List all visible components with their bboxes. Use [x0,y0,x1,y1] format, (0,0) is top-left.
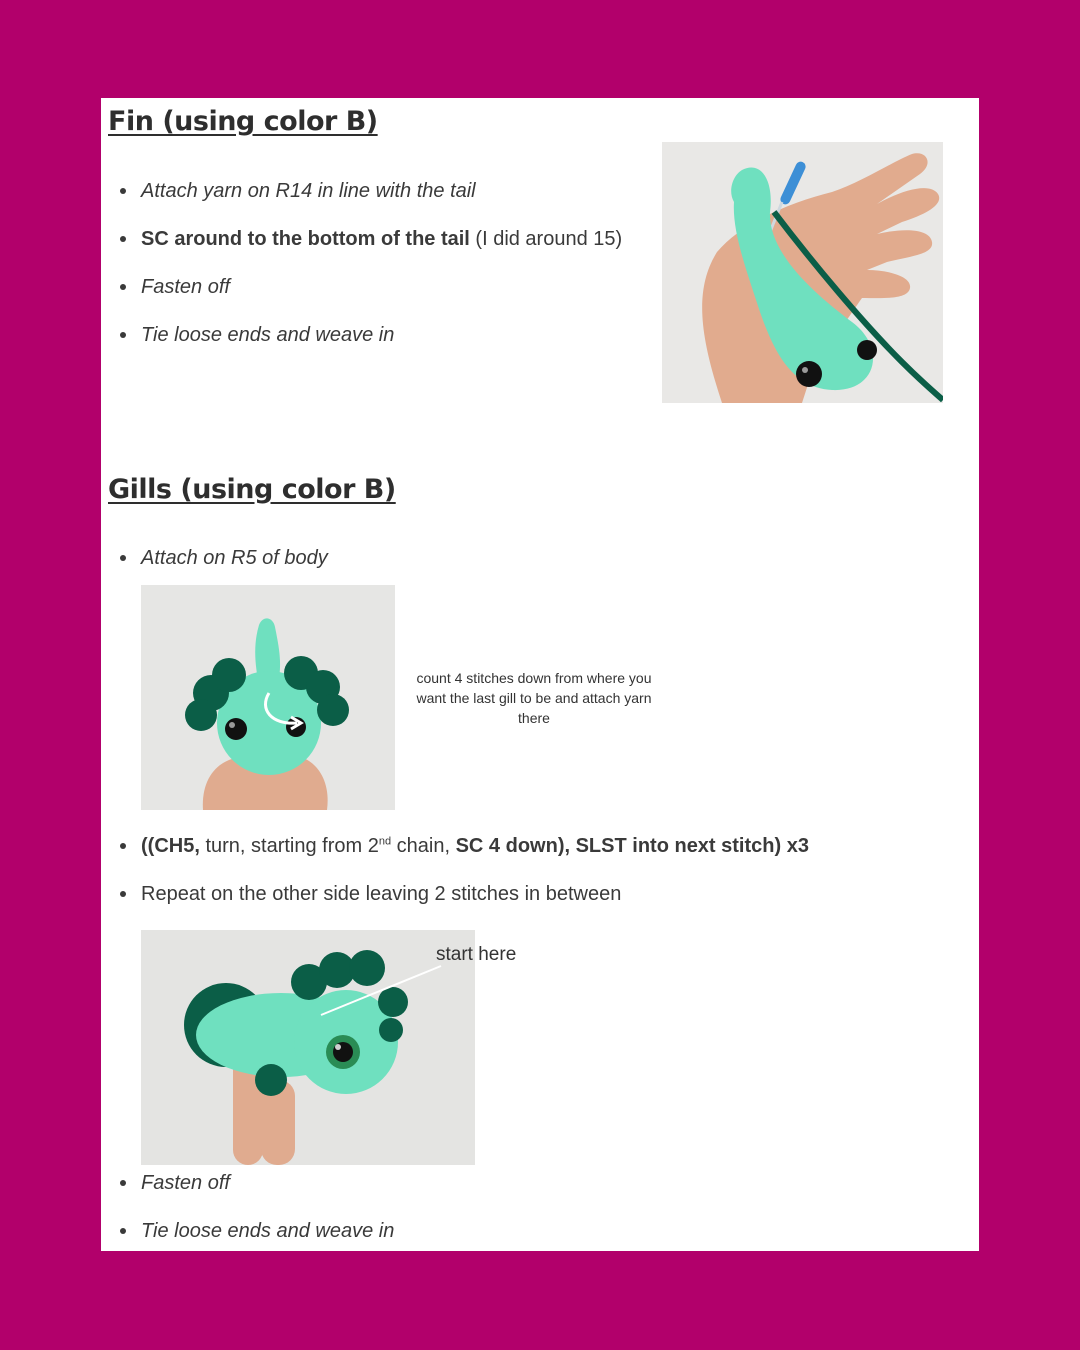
gills-step-repeat: Repeat on the other side leaving 2 stitches in between [141,883,622,905]
fin-step-sc-around-bold: SC around to the bottom of the tail [141,228,470,250]
instruction-part-turn: turn, starting from 2 [199,835,379,857]
instruction-part-ch5: ((CH5, [141,835,200,857]
pattern-card [101,98,979,1251]
gills-photo-caption: count 4 stitches down from where you want the last gill to be and attach yarn there [416,670,652,726]
fin-step-sc-around-note: (I did around 15) [469,228,623,250]
fin-photo [662,142,943,403]
fin-step-tie-ends: Tie loose ends and weave in [141,324,395,346]
gills-photo-side [141,930,475,1165]
fin-step-attach: Attach yarn on R14 in line with the tail [141,180,476,202]
instruction-superscript: nd [378,835,392,848]
instruction-part-sc-slst: SC 4 down), SLST into next stitch) x3 [455,835,809,857]
gills-step-chain-instruction [141,834,809,858]
fin-heading: Fin (using color B) [108,106,378,137]
start-here-label: start here [436,944,517,965]
gills-heading: Gills (using color B) [108,474,396,505]
gills-step-tie-ends: Tie loose ends and weave in [141,1220,395,1242]
gills-step-fasten-off: Fasten off [141,1172,230,1194]
fin-step-fasten-off: Fasten off [141,276,230,298]
gills-photo-front [141,585,395,810]
gills-step-attach: Attach on R5 of body [141,547,328,569]
instruction-part-chain: chain, [391,835,456,857]
fin-step-sc-around [141,227,622,251]
